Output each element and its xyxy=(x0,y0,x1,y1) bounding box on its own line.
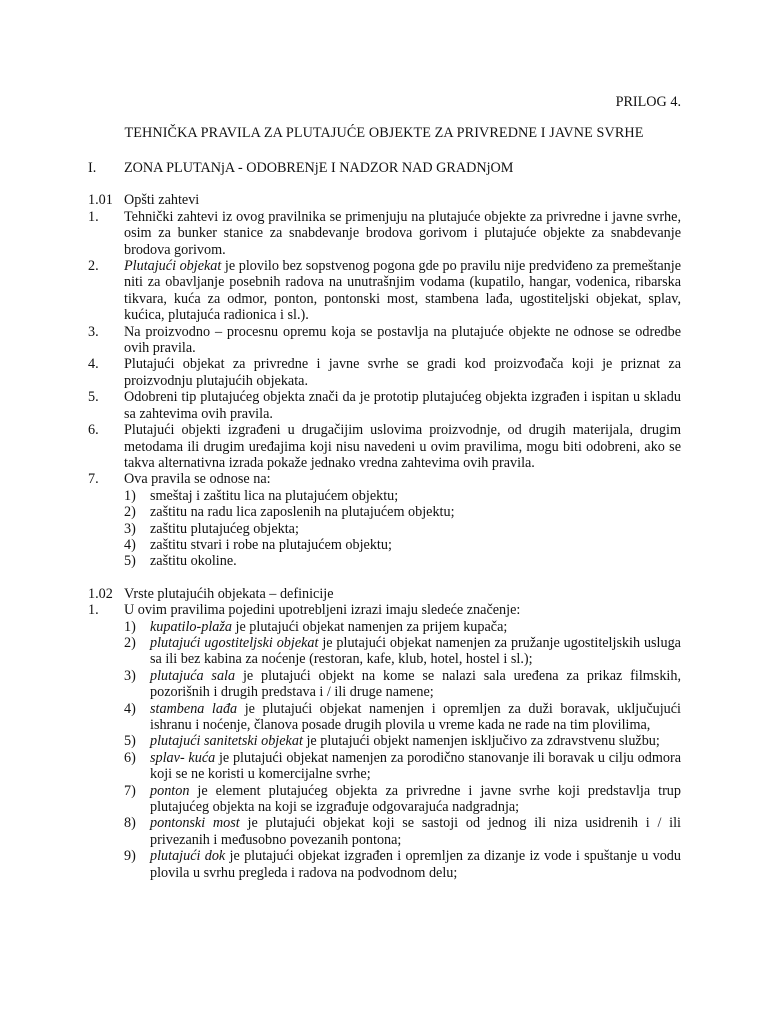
item-number: 3. xyxy=(88,323,99,340)
sub-item-text: zaštitu stvari i robe na plutajućem objektu; xyxy=(150,536,392,553)
definition-text xyxy=(150,783,681,816)
sub-item xyxy=(124,553,681,569)
sub-item-text: zaštitu plutajućeg objekta; xyxy=(150,520,299,537)
definition-body: je plutajući objekat namenjen za pružanje ugostiteljskih usluga sa ili bez kabina za noćenje (restoran, kafe, klub, hotel, hostel i sl.); xyxy=(150,634,681,668)
item-text: Ova pravila se odnose na: xyxy=(124,471,271,488)
sub-item-number: 1) xyxy=(124,487,136,504)
list-item xyxy=(88,422,681,471)
definition-item xyxy=(124,733,681,749)
item-text: Na proizvodno – procesnu opremu koja se postavlja na plutajuće objekte ne odnose se odredbe ovih pravila. xyxy=(124,323,681,357)
defined-term: plutajući ugostiteljski objekat xyxy=(150,634,319,651)
definition-number: 3) xyxy=(124,667,136,684)
sub-item xyxy=(124,488,681,504)
defined-term: stambena lađa xyxy=(150,700,238,717)
defined-term: plutajući dok xyxy=(150,848,226,865)
sub-item-number: 4) xyxy=(124,536,136,553)
item-number: 1. xyxy=(88,208,99,225)
list-item xyxy=(88,324,681,357)
defined-term: kupatilo-plaža xyxy=(150,618,232,635)
item-text: Plutajući objekat za privredne i javne svrhe se gradi kod proizvođača koji je priznat za proizvodnju plutajućih objekata. xyxy=(124,356,681,389)
section-heading xyxy=(88,160,681,176)
definition-number: 8) xyxy=(124,815,136,832)
item-body: je plovilo bez sopstvenog pogona gde po pravilu nije predviđeno za premeštanje niti za obavljanje posebnih radova na unutrašnjim vodama (kupatilo, hangar, vodenica, ribarska tikvara, kuća za odmor, ponton, pontonski most, stambena lađa, ugostiteljski objekat, splav, kućica, plutajuća radionica i sl.). xyxy=(124,258,681,324)
section-title: ZONA PLUTANjA - ODOBRENjE I NADZOR NAD GRADNjOM xyxy=(124,160,514,176)
item-text: U ovim pravilima pojedini upotrebljeni izrazi imaju sledeće značenje: xyxy=(124,602,521,619)
definition-body: je plutajući objekat koji se sastoji od jednog ili niza usidrenih i / ili privezanih i međusobno povezanih pontona; xyxy=(150,815,681,848)
list-item xyxy=(88,258,681,324)
subsection-heading xyxy=(88,586,681,602)
definition-number: 7) xyxy=(124,782,136,799)
sub-item-number: 3) xyxy=(124,520,136,537)
sub-item xyxy=(124,537,681,553)
item-number: 1. xyxy=(88,602,99,619)
definition-text xyxy=(150,750,681,783)
item-text: Odobreni tip plutajućeg objekta znači da je prototip plutajućeg objekta izgrađen i ispitan u skladu sa zahtevima ovih pravila. xyxy=(124,389,681,422)
item-text: Plutajući objekti izgrađeni u drugačijim uslovima proizvodnje, od drugih materijala, drugim metodama ili drugim uređajima koji nisu navedeni u ovim pravilima, mogu biti odobreni, ako se takva alternativna izrada pokaže jednako vredna zahtevima ovih pravila. xyxy=(124,422,681,471)
definition-item xyxy=(124,635,681,668)
sub-item xyxy=(124,521,681,537)
definition-number: 5) xyxy=(124,733,136,750)
definition-text xyxy=(150,701,681,734)
definition-item xyxy=(124,619,681,635)
definition-item xyxy=(124,848,681,881)
subsection-title: Vrste plutajućih objekata – definicije xyxy=(124,585,334,602)
item-number: 5. xyxy=(88,389,99,406)
definition-item xyxy=(124,750,681,783)
defined-term: plutajuća sala xyxy=(150,667,236,684)
sub-item-number: 5) xyxy=(124,553,136,570)
subsection-heading xyxy=(88,192,681,208)
definition-text xyxy=(150,635,681,668)
definition-number: 2) xyxy=(124,634,136,651)
sub-item-number: 2) xyxy=(124,504,136,521)
subsection-title: Opšti zahtevi xyxy=(124,192,200,209)
item-number: 4. xyxy=(88,356,99,373)
definition-item xyxy=(124,668,681,701)
definition-body: je plutajući objekt na kome se nalazi sala uređena za prikaz filmskih, pozorišnih i drugih predstava i / ili druge namene; xyxy=(150,667,681,701)
definition-item xyxy=(124,815,681,848)
spacer xyxy=(88,570,681,586)
definition-body: je plutajući objekat namenjen za prijem kupača; xyxy=(231,618,508,635)
definition-number: 9) xyxy=(124,848,136,865)
defined-term: ponton xyxy=(150,782,190,799)
item-number: 2. xyxy=(88,258,99,275)
item-text xyxy=(124,258,681,324)
list-item xyxy=(88,602,681,618)
definition-body: je plutajući objekat namenjen i opremljen za duži boravak, uključujući ishranu i noćenje, članova posade drugih plovila u vreme kada ne rade na tim plovilima, xyxy=(150,700,681,733)
definition-number: 6) xyxy=(124,749,136,766)
definition-text xyxy=(150,668,681,701)
document-title: TEHNIČKA PRAVILA ZA PLUTAJUĆE OBJEKTE ZA PRIVREDNE I JAVNE SVRHE xyxy=(124,125,644,141)
document-body xyxy=(88,160,681,881)
sub-item-text: zaštitu na radu lica zaposlenih na plutajućem objektu; xyxy=(150,504,455,521)
definition-number: 4) xyxy=(124,700,136,717)
defined-term: splav- kuća xyxy=(150,749,216,766)
item-number: 6. xyxy=(88,422,99,439)
subsection-number: 1.01 xyxy=(88,192,113,209)
definition-text xyxy=(150,619,681,635)
defined-term: pontonski most xyxy=(150,815,240,832)
list-item xyxy=(88,471,681,487)
definition-body: je plutajući objekat izgrađen i opremljen za dizanje iz vode i spuštanje u vodu plovila u svrhu pregleda i radova na podvodnom delu; xyxy=(150,848,681,881)
list-item xyxy=(88,356,681,389)
definition-text xyxy=(150,815,681,848)
list-item xyxy=(88,209,681,258)
section-number: I. xyxy=(88,160,97,176)
sub-item xyxy=(124,504,681,520)
definition-body: je element plutajućeg objekta za privredne i javne svrhe koji predstavlja trup plutajućeg objekta na koji se izgrađuje odgovarajuća nadgradnja; xyxy=(150,782,681,816)
defined-term: plutajući sanitetski objekat xyxy=(150,733,303,750)
defined-term: Plutajući objekat xyxy=(124,258,222,275)
sub-item-text: zaštitu okoline. xyxy=(150,553,237,570)
definition-item xyxy=(124,783,681,816)
definition-number: 1) xyxy=(124,618,136,635)
annex-label: PRILOG 4. xyxy=(615,94,681,110)
definition-body: je plutajući objekat namenjen za porodično stanovanje ili boravak u cilju odmora koji se ne koristi u komercijalne svrhe; xyxy=(150,749,681,783)
list-item xyxy=(88,389,681,422)
definition-text xyxy=(150,733,681,749)
definition-text xyxy=(150,848,681,881)
item-text: Tehnički zahtevi iz ovog pravilnika se primenjuju na plutajuće objekte za privredne i javne svrhe, osim za bunker stanice za snabdevanje brodova gorivom i plutajuće objekte za snabdevanje brodova gorivom. xyxy=(124,208,681,258)
definition-body: je plutajući objekt namenjen isključivo za zdravstvenu službu; xyxy=(302,733,660,750)
definition-item xyxy=(124,701,681,734)
subsection-number: 1.02 xyxy=(88,585,113,602)
item-number: 7. xyxy=(88,471,99,488)
sub-item-text: smeštaj i zaštitu lica na plutajućem objektu; xyxy=(150,487,399,504)
